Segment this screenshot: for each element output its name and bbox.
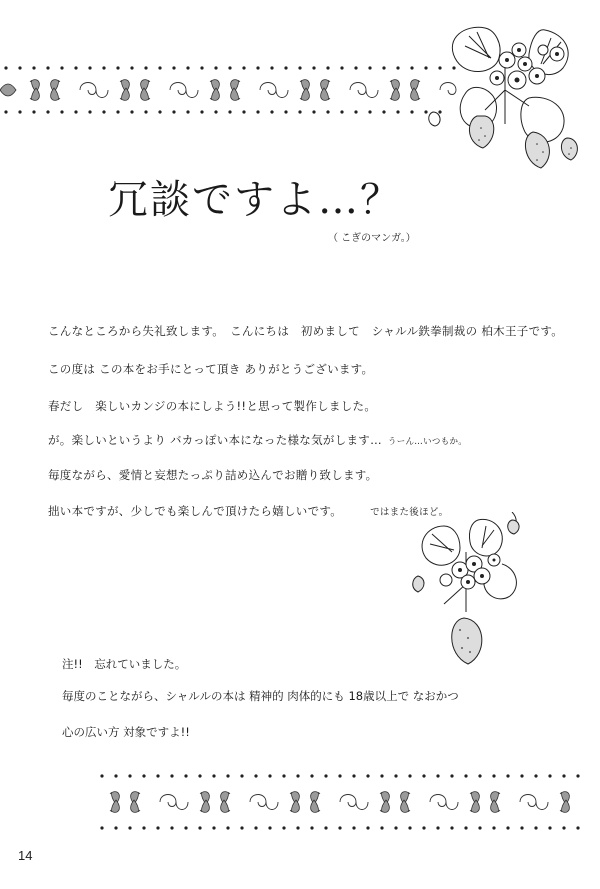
body-line-text: この度は この本をお手にとって頂き ありがとうございます。 (48, 362, 374, 376)
note-line: 毎度のことながら、シャルルの本は 精神的 肉体的にも 18歳以上で なおかつ (62, 689, 459, 703)
body-line-text: 拙い本ですが、少しでも楽しんで頂けたら嬉しいです。 (48, 504, 343, 518)
body-line (48, 361, 373, 377)
body-line-aside: うーん…いつもか。 (387, 437, 468, 447)
body-line (48, 467, 377, 483)
page-number: 14 (18, 848, 33, 863)
body-line-text: 毎度ながら、愛情と妄想たっぷり詰め込んでお贈り致します。 (48, 468, 378, 482)
strawberry-illustration-top (425, 20, 595, 180)
body-line (48, 323, 563, 339)
body-line-aside: ではまた後ほど。 (370, 507, 449, 518)
body-line-text: が。楽しいというより バカっぽい本になった様な気がします… (48, 433, 382, 447)
strawberry-illustration-middle (408, 512, 538, 670)
body-line-text: こんなところから失礼致します。 こんにちは 初めまして シャルル鉄拳制裁の 柏木王子です。 (48, 324, 564, 338)
page-title: 冗談ですよ…？ (108, 177, 402, 223)
body-line (48, 432, 467, 448)
title-note: （ こぎのマンガ。） (328, 233, 416, 244)
body-line (48, 503, 448, 519)
note-line: 注!! 忘れていました。 (62, 657, 187, 671)
bottom-decorative-border (0, 770, 600, 834)
note-line: 心の広い方 対象ですよ!! (62, 725, 190, 739)
body-line (48, 398, 376, 414)
body-line-text: 春だし 楽しいカンジの本にしよう!!と思って製作しました。 (48, 399, 377, 413)
